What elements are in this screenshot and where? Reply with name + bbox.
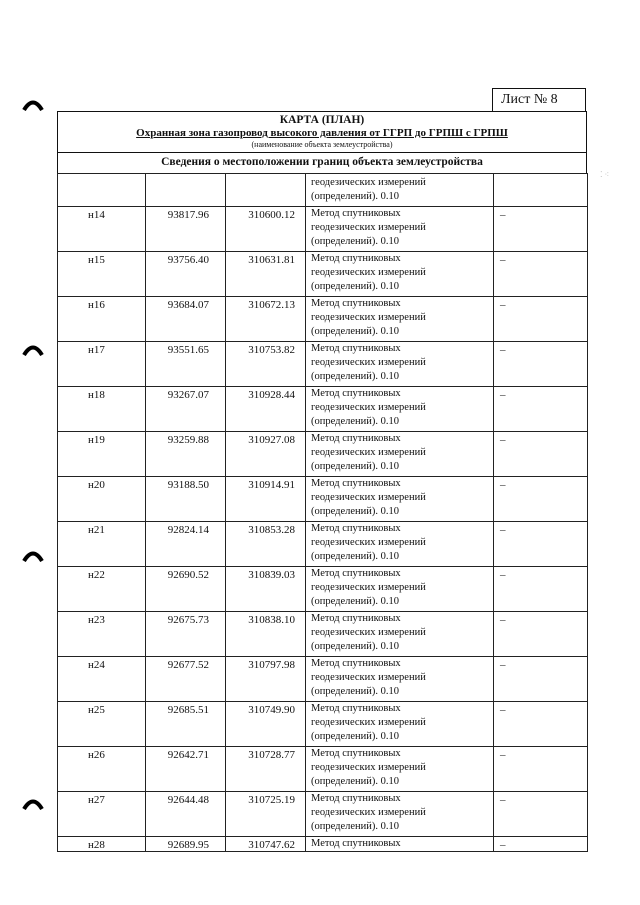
table-row xyxy=(58,612,588,657)
point-name-cell: н24 xyxy=(58,657,146,702)
method-text: Метод спутниковых xyxy=(311,613,401,624)
method-text: (определений). 0.10 xyxy=(311,416,400,427)
point-name-cell: н23 xyxy=(58,612,146,657)
method-cell xyxy=(306,567,494,612)
description-cell: – xyxy=(494,567,588,612)
method-cell xyxy=(306,657,494,702)
punch-hole-mark-icon xyxy=(22,796,44,810)
point-name-cell: н25 xyxy=(58,702,146,747)
method-text: Метод спутниковых xyxy=(311,298,401,309)
table-row xyxy=(58,297,588,342)
table-row xyxy=(58,174,588,207)
object-name-caption: (наименование объекта землеустройства) xyxy=(251,140,393,149)
y-coordinate-cell: 310728.77 xyxy=(226,747,306,792)
method-cell xyxy=(306,432,494,477)
x-coordinate-cell: 93259.88 xyxy=(146,432,226,477)
table-row xyxy=(58,837,588,852)
point-name-cell: н14 xyxy=(58,207,146,252)
method-text: Метод спутниковых xyxy=(311,433,401,444)
method-cell xyxy=(306,297,494,342)
method-text: геодезических измерений xyxy=(311,807,426,818)
method-text: геодезических измерений xyxy=(311,492,426,503)
method-text: (определений). 0.10 xyxy=(311,191,400,202)
x-coordinate-cell: 93756.40 xyxy=(146,252,226,297)
table-row xyxy=(58,342,588,387)
y-coordinate-cell: 310914.91 xyxy=(226,477,306,522)
method-text: Метод спутниковых xyxy=(311,703,401,714)
y-coordinate-cell: 310725.19 xyxy=(226,792,306,837)
method-cell xyxy=(306,837,494,852)
method-text: геодезических измерений xyxy=(311,537,426,548)
y-coordinate-cell: 310747.62 xyxy=(226,837,306,852)
y-coordinate-cell: 310928.44 xyxy=(226,387,306,432)
object-name: Охранная зона газопровод высокого давления от ГГРП до ГРПШ с ГРПШ xyxy=(136,127,508,139)
x-coordinate-cell: 92644.48 xyxy=(146,792,226,837)
edge-mark: ⁚ ⁖ xyxy=(600,170,610,179)
table-row xyxy=(58,747,588,792)
y-coordinate-cell: 310838.10 xyxy=(226,612,306,657)
sheet-number: Лист № 8 xyxy=(492,88,586,112)
y-coordinate-cell: 310797.98 xyxy=(226,657,306,702)
method-cell xyxy=(306,702,494,747)
point-name-cell: н26 xyxy=(58,747,146,792)
description-cell: – xyxy=(494,747,588,792)
point-name-cell: н27 xyxy=(58,792,146,837)
punch-hole-mark-icon xyxy=(22,342,44,356)
table-row xyxy=(58,702,588,747)
y-coordinate-cell: 310853.28 xyxy=(226,522,306,567)
method-text: Метод спутниковых xyxy=(311,838,401,849)
description-cell: – xyxy=(494,612,588,657)
description-cell: – xyxy=(494,477,588,522)
y-coordinate-cell: 310753.82 xyxy=(226,342,306,387)
method-text: (определений). 0.10 xyxy=(311,281,400,292)
x-coordinate-cell: 92824.14 xyxy=(146,522,226,567)
y-coordinate-cell: 310600.12 xyxy=(226,207,306,252)
x-coordinate-cell: 92677.52 xyxy=(146,657,226,702)
method-cell xyxy=(306,522,494,567)
method-cell xyxy=(306,612,494,657)
description-cell: – xyxy=(494,252,588,297)
description-cell: – xyxy=(494,837,588,852)
map-header xyxy=(57,111,587,153)
method-text: Метод спутниковых xyxy=(311,478,401,489)
method-text: (определений). 0.10 xyxy=(311,236,400,247)
method-text: Метод спутниковых xyxy=(311,388,401,399)
method-text: геодезических измерений xyxy=(311,357,426,368)
point-name-cell: н18 xyxy=(58,387,146,432)
method-text: геодезических измерений xyxy=(311,717,426,728)
method-cell xyxy=(306,252,494,297)
x-coordinate-cell: 93267.07 xyxy=(146,387,226,432)
method-text: (определений). 0.10 xyxy=(311,776,400,787)
x-coordinate-cell: 93551.65 xyxy=(146,342,226,387)
method-text: (определений). 0.10 xyxy=(311,821,400,832)
table-row xyxy=(58,792,588,837)
method-text: геодезических измерений xyxy=(311,582,426,593)
point-name-cell: н21 xyxy=(58,522,146,567)
method-text: геодезических измерений xyxy=(311,762,426,773)
description-cell: – xyxy=(494,792,588,837)
method-text: Метод спутниковых xyxy=(311,568,401,579)
method-text: Метод спутниковых xyxy=(311,793,401,804)
method-text: (определений). 0.10 xyxy=(311,731,400,742)
description-cell: – xyxy=(494,657,588,702)
method-text: (определений). 0.10 xyxy=(311,641,400,652)
table-cell xyxy=(146,174,226,207)
method-text: геодезических измерений xyxy=(311,402,426,413)
x-coordinate-cell: 92690.52 xyxy=(146,567,226,612)
method-text: Метод спутниковых xyxy=(311,748,401,759)
x-coordinate-cell: 92675.73 xyxy=(146,612,226,657)
x-coordinate-cell: 93684.07 xyxy=(146,297,226,342)
method-text: геодезических измерений xyxy=(311,267,426,278)
method-text: геодезических измерений xyxy=(311,312,426,323)
table-row xyxy=(58,657,588,702)
description-cell: – xyxy=(494,387,588,432)
point-name-cell: н16 xyxy=(58,297,146,342)
y-coordinate-cell: 310749.90 xyxy=(226,702,306,747)
punch-hole-mark-icon xyxy=(22,548,44,562)
y-coordinate-cell: 310631.81 xyxy=(226,252,306,297)
point-name-cell: н17 xyxy=(58,342,146,387)
method-text: Метод спутниковых xyxy=(311,253,401,264)
method-text: (определений). 0.10 xyxy=(311,596,400,607)
method-cell xyxy=(306,747,494,792)
method-cell xyxy=(306,387,494,432)
method-text: геодезических измерений xyxy=(311,672,426,683)
y-coordinate-cell: 310672.13 xyxy=(226,297,306,342)
x-coordinate-cell: 93817.96 xyxy=(146,207,226,252)
table-cell xyxy=(494,174,588,207)
method-text: Метод спутниковых xyxy=(311,658,401,669)
table-row xyxy=(58,477,588,522)
method-text: геодезических измерений xyxy=(311,222,426,233)
table-cell xyxy=(226,174,306,207)
y-coordinate-cell: 310927.08 xyxy=(226,432,306,477)
point-name-cell: н20 xyxy=(58,477,146,522)
section-title: Сведения о местоположении границ объекта землеустройства xyxy=(57,153,587,174)
method-cell xyxy=(306,477,494,522)
method-text: (определений). 0.10 xyxy=(311,506,400,517)
method-text: Метод спутниковых xyxy=(311,208,401,219)
x-coordinate-cell: 92685.51 xyxy=(146,702,226,747)
method-cell xyxy=(306,174,494,207)
table-cell xyxy=(58,174,146,207)
description-cell: – xyxy=(494,342,588,387)
coordinates-table xyxy=(57,173,588,852)
table-row xyxy=(58,252,588,297)
method-text: Метод спутниковых xyxy=(311,523,401,534)
x-coordinate-cell: 92642.71 xyxy=(146,747,226,792)
table-row xyxy=(58,207,588,252)
method-text: геодезических измерений xyxy=(311,447,426,458)
method-cell xyxy=(306,792,494,837)
method-cell xyxy=(306,207,494,252)
description-cell: – xyxy=(494,207,588,252)
method-text: (определений). 0.10 xyxy=(311,551,400,562)
point-name-cell: н19 xyxy=(58,432,146,477)
y-coordinate-cell: 310839.03 xyxy=(226,567,306,612)
punch-hole-mark-icon xyxy=(22,97,44,111)
method-text: геодезических измерений xyxy=(311,177,426,188)
method-text: (определений). 0.10 xyxy=(311,371,400,382)
method-text: Метод спутниковых xyxy=(311,343,401,354)
description-cell: – xyxy=(494,522,588,567)
table-row xyxy=(58,567,588,612)
point-name-cell: н15 xyxy=(58,252,146,297)
description-cell: – xyxy=(494,702,588,747)
table-row xyxy=(58,432,588,477)
point-name-cell: н22 xyxy=(58,567,146,612)
document-title: КАРТА (ПЛАН) xyxy=(279,114,365,126)
method-text: геодезических измерений xyxy=(311,627,426,638)
description-cell: – xyxy=(494,432,588,477)
description-cell: – xyxy=(494,297,588,342)
method-text: (определений). 0.10 xyxy=(311,686,400,697)
table-row xyxy=(58,522,588,567)
x-coordinate-cell: 93188.50 xyxy=(146,477,226,522)
method-text: (определений). 0.10 xyxy=(311,326,400,337)
method-text: (определений). 0.10 xyxy=(311,461,400,472)
method-cell xyxy=(306,342,494,387)
x-coordinate-cell: 92689.95 xyxy=(146,837,226,852)
table-row xyxy=(58,387,588,432)
point-name-cell: н28 xyxy=(58,837,146,852)
